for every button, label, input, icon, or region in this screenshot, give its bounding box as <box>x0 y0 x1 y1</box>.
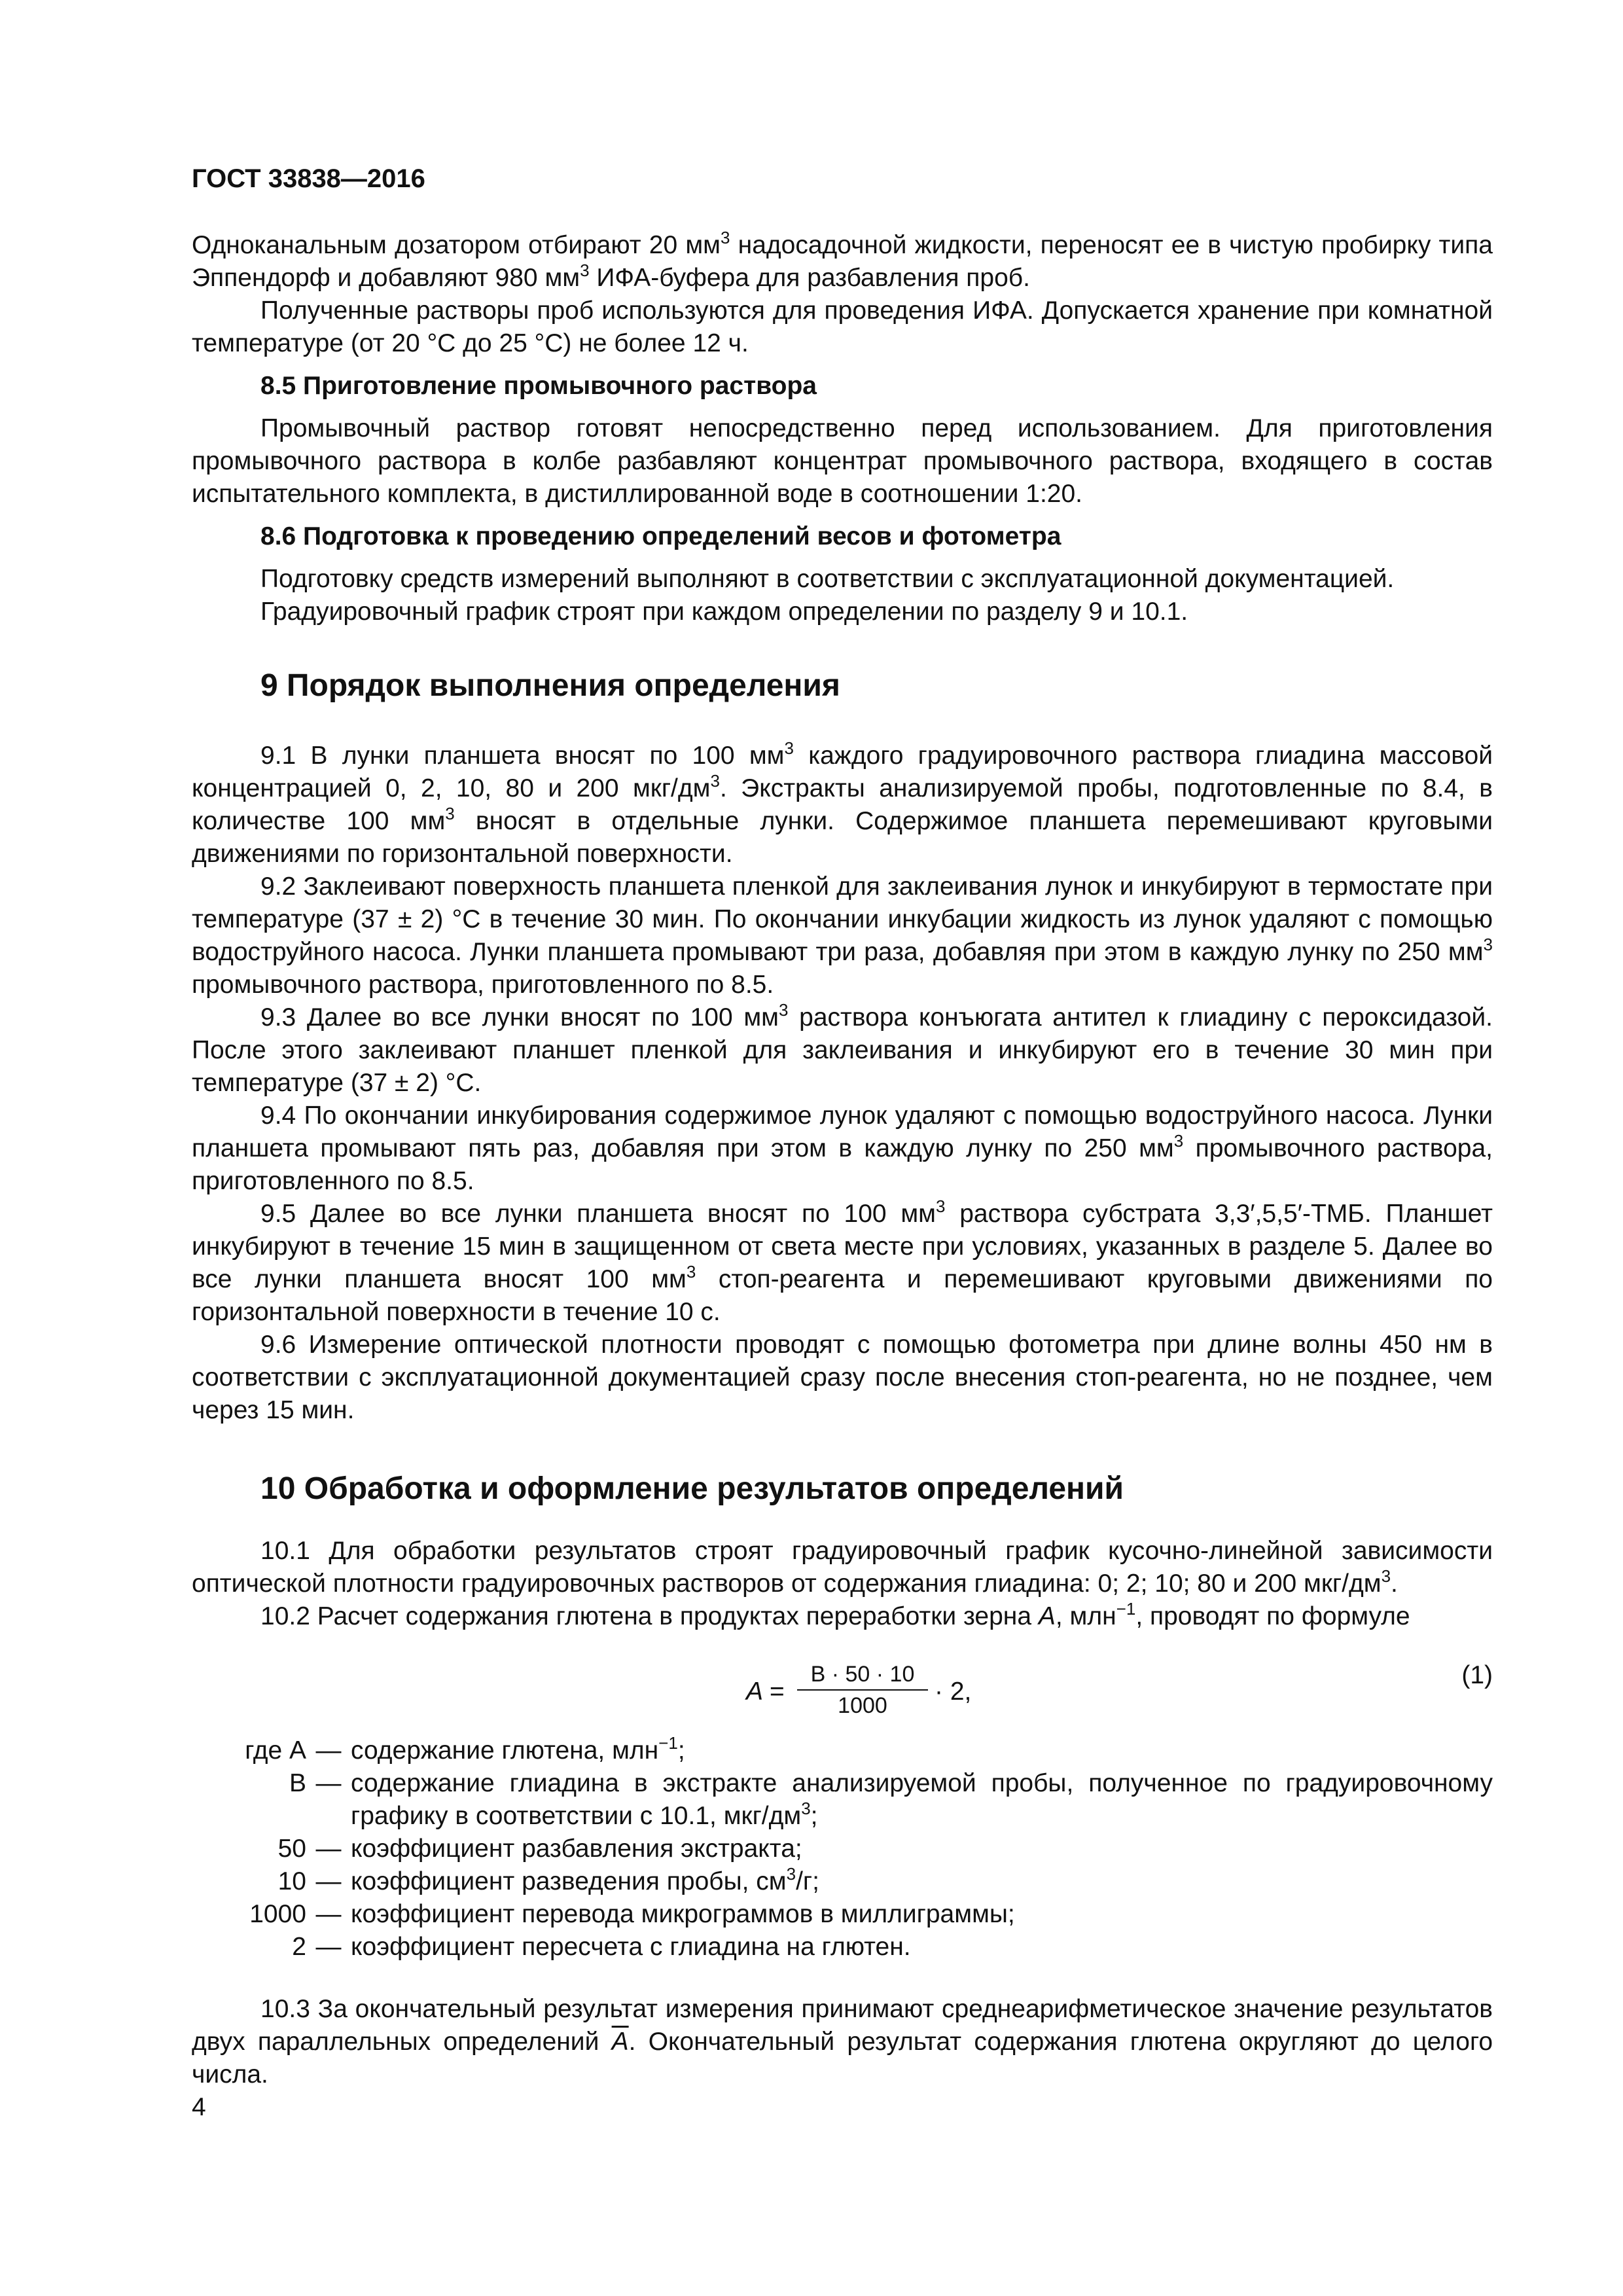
definition-row <box>192 1931 1493 1964</box>
definition-label: где A <box>245 1736 306 1765</box>
formula-definitions <box>192 1734 1493 1964</box>
intro-paragraph-1: Одноканальным дозатором отбирают 20 $мм^3$ надосадочной жидкости, переносят ее в чистую пробирку типа Эппендорф и добавляют 980 $мм^3$ ИФА-буфера для разбавления проб. <box>192 228 1493 292</box>
definition-text: коэффициент перевода микрограммов в миллиграммы; <box>351 1900 1015 1928</box>
definition-label: B <box>289 1769 306 1797</box>
definition-dash: — <box>315 1769 342 1797</box>
definition-label: 10 <box>277 1867 306 1895</box>
definition-text: содержание глютена, млн$^{-1}$; <box>351 1733 685 1765</box>
section-10-heading: 10 Обработка и оформление результатов определений <box>260 1471 1124 1506</box>
definition-text: содержание глиадина в экстракте анализируемой пробы, полученное по градуировочному графику в соответствии с 10.1, мкг/$дм^3$; <box>351 1769 1493 1830</box>
section-9-heading: 9 Порядок выполнения определения <box>260 668 840 703</box>
section-8-5-heading: 8.5 Приготовление промывочного раствора <box>260 372 817 400</box>
definition-row <box>192 1898 1493 1931</box>
definition-text: коэффициент разведения пробы, $см^3/г$; <box>351 1864 819 1895</box>
intro-paragraph-2: Полученные растворы проб используются для проведения ИФА. Допускается хранение при комнатной температуре (от 20 °С до 25 °С) не более 12 ч. <box>192 296 1493 357</box>
definition-dash: — <box>315 1736 342 1765</box>
definition-dash: — <box>315 1867 342 1895</box>
formula-numerator: B · 50 · 10 <box>797 1659 928 1691</box>
paragraph-9-5: 9.5 Далее во все лунки планшета вносят по 100 $мм^3$ раствора субстрата 3,3′,5,5′-ТМБ. Планшет инкубируют в течение 15 мин в защищенном от света месте при условиях, указанных в разделе 5. Далее во все лунки планшета вносят 100 $мм^3$ стоп-реагента и перемешивают круговыми движениями по горизонтальной поверхности в течение 10 с. <box>192 1196 1493 1326</box>
section-8-6-line-2: Градуировочный график строят при каждом определении по разделу 9 и 10.1. <box>260 598 1188 626</box>
definition-row <box>192 1734 1493 1767</box>
formula-denominator: 1000 <box>838 1693 887 1718</box>
definition-text: коэффициент разбавления экстракта; <box>351 1835 802 1863</box>
document-header: ГОСТ 33838—2016 <box>192 164 425 193</box>
definition-row <box>192 1865 1493 1898</box>
paragraph-9-6: 9.6 Измерение оптической плотности проводят с помощью фотометра при длине волны 450 нм в соответствии с эксплуатационной документацией сразу после внесения стоп-реагента, но не позднее, чем через 15 мин. <box>192 1331 1493 1424</box>
definition-label: 2 <box>292 1933 306 1961</box>
definition-label: 50 <box>277 1835 306 1863</box>
paragraph-10-2: 10.2 Расчет содержания глютена в продуктах переработки зерна А, млн$^{-1}$, проводят по формуле <box>260 1599 1410 1630</box>
definition-row <box>192 1833 1493 1865</box>
paragraph-9-1: 9.1 В лунки планшета вносят по 100 $мм^3$ каждого градуировочного раствора глиадина массовой концентрацией 0, 2, 10, 80 и 200 мкг/$дм^3$. Экстракты анализируемой пробы, подготовленные по 8.4, в количестве 100 $мм^3$ вносят в отдельные лунки. Содержимое планшета перемешивают круговыми движениями по горизонтальной поверхности. <box>192 738 1493 868</box>
paragraph-10-1: 10.1 Для обработки результатов строят градуировочный график кусочно-линейной зависимости оптической плотности градуировочных растворов от содержания глиадина: 0; 2; 10; 80 и 200 мкг/$дм^3$. <box>192 1537 1493 1598</box>
section-8-6-heading: 8.6 Подготовка к проведению определений весов и фотометра <box>260 522 1061 550</box>
formula-lhs: A = <box>746 1677 785 1706</box>
formula-number: (1) <box>1461 1661 1493 1689</box>
formula-fraction <box>797 1659 928 1721</box>
section-8-5-text: Промывочный раствор готовят непосредственно перед использованием. Для приготовления промывочного раствора в колбе разбавляют концентрат промывочного раствора, входящего в состав испытательного комплекта, в дистиллированной воде в соотношении 1:20. <box>192 414 1493 508</box>
section-8-6-line-1: Подготовку средств измерений выполняют в соответствии с эксплуатационной документацией. <box>260 565 1395 593</box>
paragraph-9-3: 9.3 Далее во все лунки вносят по 100 $мм^3$ раствора конъюгата антител к глиадину с пероксидазой. После этого заклеивают планшет пленкой для заклеивания и инкубируют его в течение 30 мин при температуре (37 ± 2) °С. <box>192 1000 1493 1097</box>
paragraph-9-4: 9.4 По окончании инкубирования содержимое лунок удаляют с помощью водоструйного насоса. Лунки планшета промывают пять раз, добавляя при этом в каждую лунку по 250 $мм^3$ промывочного раствора, приготовленного по 8.5. <box>192 1102 1493 1195</box>
definition-row <box>192 1767 1493 1833</box>
definition-dash: — <box>315 1835 342 1863</box>
definition-dash: — <box>315 1900 342 1928</box>
paragraph-10-3: 10.3 За окончательный результат измерения принимают среднеарифметическое значение результатов двух параллельных определений $\overline{A}$. Окончательный результат содержания глютена округляют до целого числа. <box>192 1995 1493 2089</box>
definition-label: 1000 <box>249 1900 306 1928</box>
definition-text: коэффициент пересчета с глиадина на глютен. <box>351 1933 911 1961</box>
definition-dash: — <box>315 1933 342 1961</box>
formula-tail: · 2, <box>935 1677 972 1706</box>
paragraph-9-2: 9.2 Заклеивают поверхность планшета пленкой для заклеивания лунок и инкубируют в термостате при температуре (37 ± 2) °С в течение 30 мин. По окончании инкубации жидкость из лунок удаляют с помощью водоструйного насоса. Лунки планшета промывают три раза, добавляя при этом в каждую лунку по 250 $мм^3$ промывочного раствора, приготовленного по 8.5. <box>192 872 1493 999</box>
page-number: 4 <box>192 2093 206 2121</box>
formula-1 <box>746 1659 1493 1738</box>
